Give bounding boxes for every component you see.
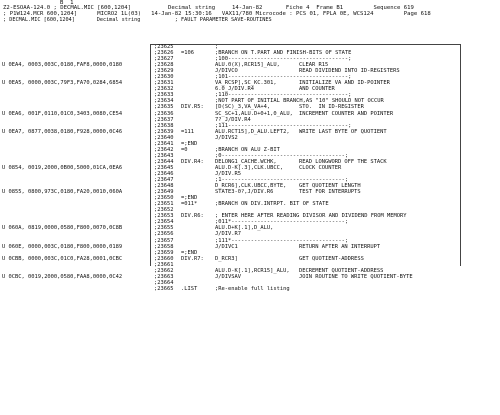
line-number: ;23651	[154, 201, 174, 208]
line-number: ;23643	[154, 152, 174, 159]
source-field: ;NOT PART OF INITIAL BRANCH,AS "10" SHOULD NOT OCCUR	[215, 98, 384, 105]
label-field: DIV.R5:	[181, 104, 204, 111]
line-number: ;23654	[154, 219, 174, 226]
microword-address: U 0854, 0019,2000,0B00,5000,01CA,0EA6	[2, 164, 123, 171]
microword-address: U 0EA4, 0003,003C,0180,FAF8,0000,0180	[2, 62, 123, 69]
source-field: J/DIV.R5	[215, 170, 241, 177]
line-number: ;23658	[154, 243, 174, 250]
line-number: ;23644	[154, 158, 174, 165]
source-field: D_RCR6],CLK.UBCC,BYTE,	[215, 183, 287, 190]
label-field: DIV.R6:	[181, 213, 204, 220]
line-number: ;23627	[154, 56, 174, 63]
line-number: ;23663	[154, 273, 174, 280]
source-field: 6.0_J/DIV.R4	[215, 86, 254, 93]
label-field: .LIST	[181, 285, 198, 292]
comment-field: DECREMENT QUOTIENT-ADDRESS	[299, 267, 384, 274]
line-number: ;23659	[154, 249, 174, 256]
label-field: =;END	[181, 249, 198, 256]
source-field: ;Re-enable full listing	[215, 285, 290, 292]
source-field: ;0--------------------------------------;	[215, 152, 349, 159]
comment-field: RETURN AFTER AN INTERRUPT	[299, 243, 381, 250]
header-line-2: ; P1W124.MCR 600,1204] MICRO2 1L(03) 14-Jan-82 15:30:16 VAX11/780 Microcode : PCS 01, FPLA 0E, WCS124 Page 618	[3, 11, 431, 17]
line-number: ;23640	[154, 134, 174, 141]
source-field: ;111*-----------------------------------;	[215, 237, 349, 244]
microword-address: U 0EA7, 0877,0038,0180,F928,0000,0C46	[2, 128, 123, 135]
source-field: ALU.D+K[.1],D_ALU,	[215, 225, 274, 232]
line-number: ;23629	[154, 68, 174, 75]
source-field: ;101-------------------------------------;	[215, 74, 352, 81]
source-field: J/DIVCO	[215, 68, 238, 75]
line-number: ;23642	[154, 146, 174, 153]
line-number: ;23637	[154, 116, 174, 123]
line-number: ;23632	[154, 86, 174, 93]
source-field: ;111-------------------------------------;	[215, 122, 352, 129]
line-number: ;23646	[154, 170, 174, 177]
microword-address: U 0CBC, 0019,2000,0580,FAA8,0000,0C42	[2, 273, 123, 280]
source-field: ALU.D-K[.3],CLK.UBCC,	[215, 164, 284, 171]
line-number: ;23645	[154, 164, 174, 171]
source-field: STATE3-0?,J/DIV.R6	[215, 189, 274, 196]
microcode-listing	[2, 44, 482, 292]
comment-field: READ LONGWORD OFF THE STACK	[299, 158, 387, 165]
line-number: ;23660	[154, 255, 174, 262]
line-number: ;23665	[154, 285, 174, 292]
header-line-1: Z2-ESOAA-124.0 ; DECMAL.MIC [600,1204] Decimal string 14-Jan-82 Fiche 4 Frame B1 Sequence 619	[3, 5, 414, 11]
comment-field: WRITE LAST BYTE OF QUOTIENT	[299, 128, 387, 135]
line-number: ;23662	[154, 267, 174, 274]
line-number: ;23630	[154, 74, 174, 81]
source-field: J/DIVSAV	[215, 273, 241, 280]
comment-field: STO. IN ID-REGISTER	[299, 104, 364, 111]
microword-address: U 0EA5, 0000,003C,79F3,FA70,0284,6854	[2, 80, 123, 87]
line-number: ;23655	[154, 225, 174, 232]
microword-address: U 0CBB, 0000,003C,01C0,FA28,0001,0CBC	[2, 255, 123, 262]
label-field: DIV.R4:	[181, 158, 204, 165]
source-field: J/DIVC1	[215, 243, 238, 250]
label-field: =106	[181, 50, 194, 57]
line-number: ;23635	[154, 104, 174, 111]
source-field: ALU.0(X),RCR15]_ALU,	[215, 62, 280, 69]
comment-field: JOIN ROUTINE TO WRITE QUOTIENT-BYTE	[299, 273, 413, 280]
source-field: 7?_J/DIV.R4	[215, 116, 251, 123]
line-number: ;23661	[154, 261, 174, 268]
source-field: ALU.D-K[.1],RCR15]_ALU,	[215, 267, 290, 274]
comment-field: READ DIVIDEND INTO ID-REGISTERS	[299, 68, 400, 75]
comment-field: GET QUOTIENT LENGTH	[299, 183, 361, 190]
source-field: DELONG1_CACHE.WCHK,	[215, 158, 277, 165]
source-field: J/DIV.R7	[215, 231, 241, 238]
comment-field: GET QUOTIENT-ADDRESS	[299, 255, 364, 262]
line-number: ;23650	[154, 195, 174, 202]
listing-line	[2, 286, 482, 292]
microword-address: U 060A, 0819,0000,0580,F800,0070,0C8B	[2, 225, 123, 232]
source-field: ;BRANCH ON T.PART AND FINISH-BITS OF STATE	[215, 50, 352, 57]
line-number: ;23652	[154, 207, 174, 214]
comment-field: INCREMENT COUNTER AND POINTER	[299, 110, 394, 117]
header-line-3: ; DECMAL.MIC [600,1204] Decimal string ; FAULT PARAMETER SAVE-ROUTINES	[3, 17, 272, 23]
line-number: ;23631	[154, 80, 174, 87]
source-field: ; ENTER HERE AFTER READING DIVISOR AND DIVIDEND FROM MEMORY	[215, 213, 407, 220]
microword-address: U 0855, 0800,973C,0180,FA20,0010,060A	[2, 189, 123, 196]
source-field: ;BRANCH ON ALU Z-BIT	[215, 146, 280, 153]
line-number: ;23657	[154, 237, 174, 244]
line-number: ;23636	[154, 110, 174, 117]
line-number: ;23638	[154, 122, 174, 129]
source-field: ;100-------------------------------------;	[215, 56, 352, 63]
source-field: ;BRANCH ON DIV.INTRPT. BIT OF STATE	[215, 201, 329, 208]
comment-field: INITIALIZE VA AND ID-POINTER	[299, 80, 390, 87]
source-field: ;011*-----------------------------------;	[215, 219, 349, 226]
comment-field: CLOCK COUNTER	[299, 164, 342, 171]
source-field: D_RCR3]	[215, 255, 238, 262]
label-field: =111	[181, 128, 194, 135]
comment-field: TEST FOR INTERRUPTS	[299, 189, 361, 196]
source-field: ;	[215, 44, 219, 50]
line-number: ;23653	[154, 213, 174, 220]
line-number: ;23656	[154, 231, 174, 238]
source-field: VA_RCSP],SC_KC.301,	[215, 80, 277, 87]
label-field: =;END	[181, 140, 198, 147]
label-field: =011*	[181, 201, 198, 208]
line-number: ;23626	[154, 50, 174, 57]
label-field: DIV.R7:	[181, 255, 204, 262]
comment-field: AND COUNTER	[299, 86, 335, 93]
line-number: ;23625	[154, 44, 174, 50]
source-field: ALU.RCT15],D_ALU.LEFT2,	[215, 128, 290, 135]
source-field: J/DIVS2	[215, 134, 238, 141]
line-number: ;23633	[154, 92, 174, 99]
label-field: =0	[181, 146, 188, 153]
line-number: ;23628	[154, 62, 174, 69]
source-field: ;1--------------------------------------;	[215, 177, 349, 184]
microword-address: U 060E, 0000,003C,0180,F800,0000,0189	[2, 243, 123, 250]
line-number: ;23647	[154, 177, 174, 184]
line-number: ;23641	[154, 140, 174, 147]
line-number: ;23639	[154, 128, 174, 135]
line-number: ;23634	[154, 98, 174, 105]
line-number: ;23649	[154, 189, 174, 196]
source-field: ;110-------------------------------------;	[215, 92, 352, 99]
page-mark: B 1	[60, 0, 74, 6]
source-field: [D(SC)_3,VA_VA+4,	[215, 104, 271, 111]
line-number: ;23648	[154, 183, 174, 190]
source-field: SC_SC+1,ALU.D+0+1,0_ALU,	[215, 110, 293, 117]
line-number: ;23664	[154, 279, 174, 286]
comment-field: CLEAR R15	[299, 62, 329, 69]
label-field: =;END	[181, 195, 198, 202]
microword-address: U 0EA6, 001F,0110,01C0,3403,0080,CE54	[2, 110, 123, 117]
